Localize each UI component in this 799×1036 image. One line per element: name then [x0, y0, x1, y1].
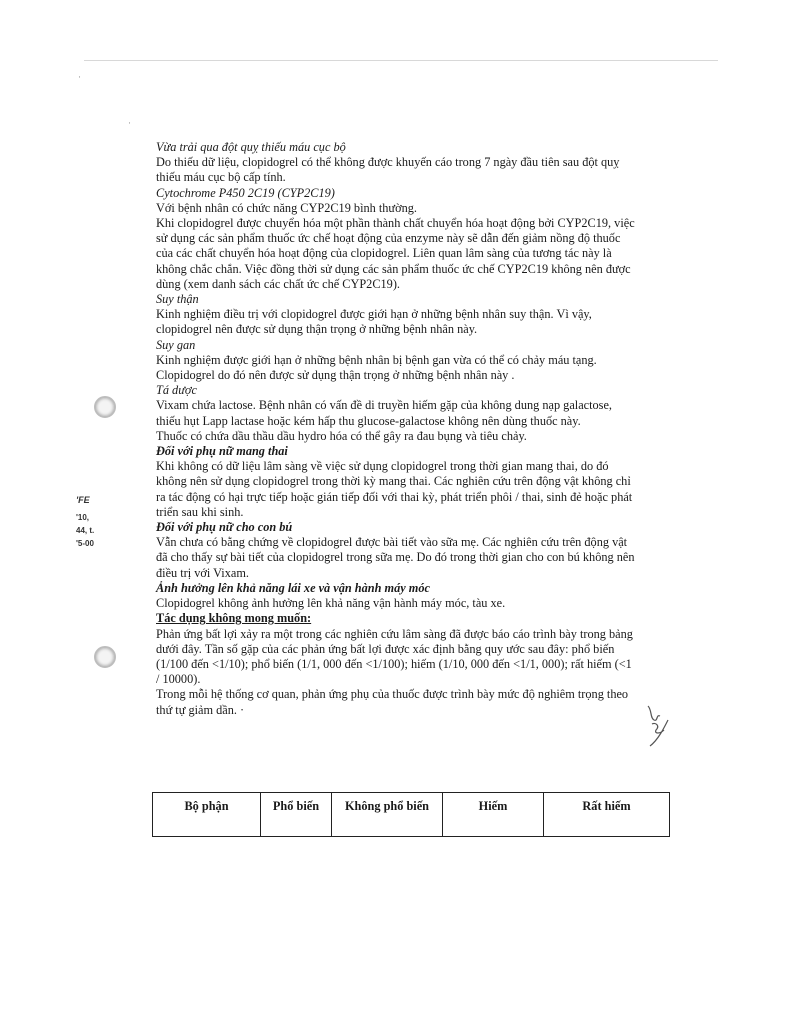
paragraph: Clopidogrel không ảnh hưởng lên khả năng vận hành máy móc, tàu xe. — [156, 596, 506, 611]
paragraph: Với bệnh nhân có chức năng CYP2C19 bình thường. — [156, 200, 417, 215]
handwritten-initials — [640, 700, 680, 748]
table-header-cell: Phổ biến — [261, 793, 332, 837]
paragraph: Phản ứng bất lợi xảy ra một trong các nghiên cứu lâm sàng đã được báo cáo trình bày trong bảng dưới đây. Tần số gặp của các phản ứng bất lợi được xác định bằng quy ước sau đây: phổ biến (1/100 đến <1/10); phổ biến (1/1, 000 đến <1/100); hiếm (1/10, 000 đến <1/1, 000); rất hiếm (<1 / 10000). — [156, 626, 633, 687]
paragraph: Khi không có dữ liệu lâm sàng về việc sử dụng clopidogrel trong thời gian mang thai, do đó không nên sử dụng clopidogrel trong thời kỳ mang thai. Các nghiên cứu trên động vật không chỉ ra tác động có hại trực tiếp hoặc gián tiếp đối với thai kỳ, phát triển phôi / thai, sinh đẻ hoặc phát triển sau khi sinh. — [156, 459, 633, 519]
document-body — [156, 140, 638, 718]
section-heading: Đối với phụ nữ cho con bú — [156, 520, 293, 535]
paragraph: Khi clopidogrel được chuyển hóa một phần thành chất chuyển hóa hoạt động bởi CYP2C19, việc sử dụng các sản phẩm thuốc ức chế hoạt động của enzyme này sẽ dẫn đến giảm nồng độ thuốc của các chất chuyển hóa hoạt động của clopidogrel. Liên quan lâm sàng của tương tác này là không chắc chắn. Việc đồng thời sử dụng các sản phẩm thuốc ức chế CYP2C19 không nên được dùng (xem danh sách các chất ức chế CYP2C19). — [156, 216, 635, 291]
paragraph: Do thiếu dữ liệu, clopidogrel có thể không được khuyến cáo trong 7 ngày đầu tiên sau đột quỵ thiếu máu cục bộ cấp tính. — [156, 155, 620, 185]
margin-fragment: 44, t. — [76, 526, 95, 535]
table-header-row — [153, 793, 670, 837]
paragraph: Kinh nghiệm được giới hạn ở những bệnh nhân bị bệnh gan vừa có thể có chảy máu tạng. Clopidogrel do đó nên được sử dụng thận trọng ở những bệnh nhân này . — [156, 352, 597, 383]
table-header-cell: Hiếm — [443, 793, 544, 837]
section-heading: Tá dược — [156, 383, 197, 398]
section-heading: Vừa trải qua đột quỵ thiếu máu cục bộ — [156, 140, 346, 154]
section-heading: Ảnh hưởng lên khả năng lái xe và vận hành máy móc — [156, 580, 430, 595]
section-heading: Suy thận — [156, 292, 199, 307]
punch-hole — [94, 396, 116, 418]
paragraph: Kinh nghiệm điều trị với clopidogrel được giới hạn ở những bệnh nhân suy thận. Vì vậy, clopidogrel nên được sử dụng thận trọng ở những bệnh nhân này. — [156, 307, 592, 337]
paragraph: Trong mỗi hệ thống cơ quan, phản ứng phụ của thuốc được trình bày mức độ nghiêm trọng theo thứ tự giảm dần. · — [156, 687, 629, 717]
punch-hole — [94, 646, 116, 668]
margin-fragment: '5-00 — [76, 539, 94, 548]
scan-speck: · — [78, 72, 81, 82]
margin-fragment: 'FE — [76, 495, 90, 505]
scan-top-edge — [84, 60, 718, 61]
adverse-reactions-table — [152, 792, 670, 837]
section-heading: Cytochrome P450 2C19 (CYP2C19) — [156, 185, 335, 200]
table-header-cell: Không phổ biến — [332, 793, 443, 837]
margin-fragment: '10, — [76, 513, 90, 522]
paragraph: Vẫn chưa có bằng chứng về clopidogrel được bài tiết vào sữa mẹ. Các nghiên cứu trên động vật đã cho thấy sự bài tiết của clopidogrel trong sữa mẹ. Do đó trong thời gian cho con bú không nên điều trị với Vixam. — [156, 535, 635, 580]
section-heading: Tác dụng không mong muốn: — [156, 611, 312, 626]
table-header-cell: Rất hiếm — [544, 793, 670, 837]
paragraph: Vixam chứa lactose. Bệnh nhân có vấn đề di truyền hiếm gặp của không dung nạp galactose, thiếu hụt Lapp lactase hoặc kém hấp thu glucose-galactose không nên dùng thuốc này. — [156, 398, 612, 428]
table-header-cell: Bộ phận — [153, 793, 261, 837]
section-heading: Đối với phụ nữ mang thai — [156, 444, 288, 459]
section-heading: Suy gan — [156, 337, 196, 352]
paragraph: Thuốc có chứa dầu thầu dầu hydro hóa có thể gây ra đau bụng và tiêu chảy. — [156, 428, 527, 443]
scan-speck: · — [128, 118, 131, 128]
